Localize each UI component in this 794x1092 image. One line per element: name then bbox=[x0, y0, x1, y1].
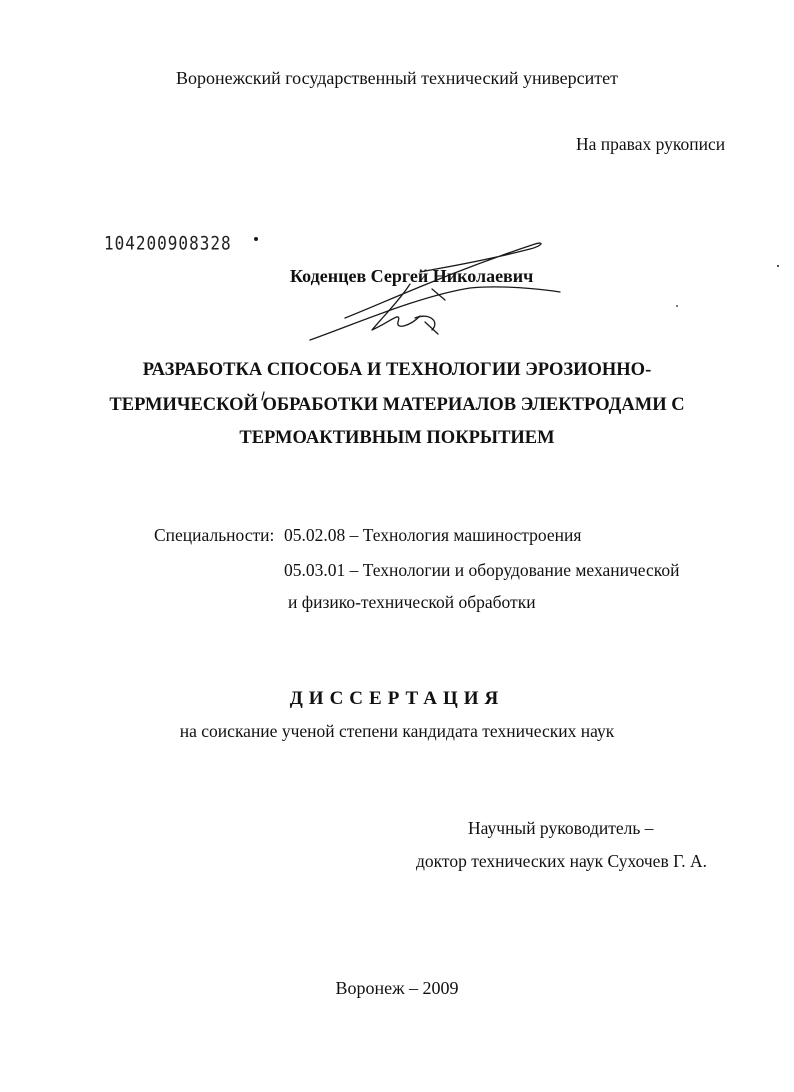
university-name: Воронежский государственный технический университет bbox=[176, 68, 618, 88]
specialty-item-2-line-1: 05.03.01 – Технологии и оборудование механической bbox=[284, 560, 680, 580]
speck bbox=[777, 265, 779, 267]
archive-code: 104200908328 bbox=[104, 232, 232, 254]
degree-line: на соискание ученой степени кандидата технических наук bbox=[179, 721, 615, 741]
specialty-item-1: 05.02.08 – Технология машиностроения bbox=[284, 525, 582, 545]
supervisor-name: доктор технических наук Сухочев Г. А. bbox=[416, 851, 707, 871]
title-line-3: ТЕРМОАКТИВНЫМ ПОКРЫТИЕМ bbox=[239, 428, 555, 448]
document-type: ДИССЕРТАЦИЯ bbox=[289, 688, 505, 709]
specialties-label: Специальности: bbox=[154, 525, 275, 545]
manuscript-note: На правах рукописи bbox=[576, 134, 726, 154]
archive-dot bbox=[254, 237, 258, 241]
supervisor-label: Научный руководитель – bbox=[468, 818, 654, 838]
place-year: Воронеж – 2009 bbox=[335, 978, 459, 998]
title-line-1: РАЗРАБОТКА СПОСОБА И ТЕХНОЛОГИИ ЭРОЗИОННО- bbox=[142, 360, 652, 380]
specialty-item-2-line-2: и физико-технической обработки bbox=[288, 592, 536, 612]
title-line-2: ТЕРМИЧЕСКОЙ ОБРАБОТКИ МАТЕРИАЛОВ ЭЛЕКТРОДАМИ С bbox=[109, 395, 685, 415]
speck bbox=[676, 305, 678, 307]
author-name: Коденцев Сергей Николаевич bbox=[290, 266, 534, 286]
